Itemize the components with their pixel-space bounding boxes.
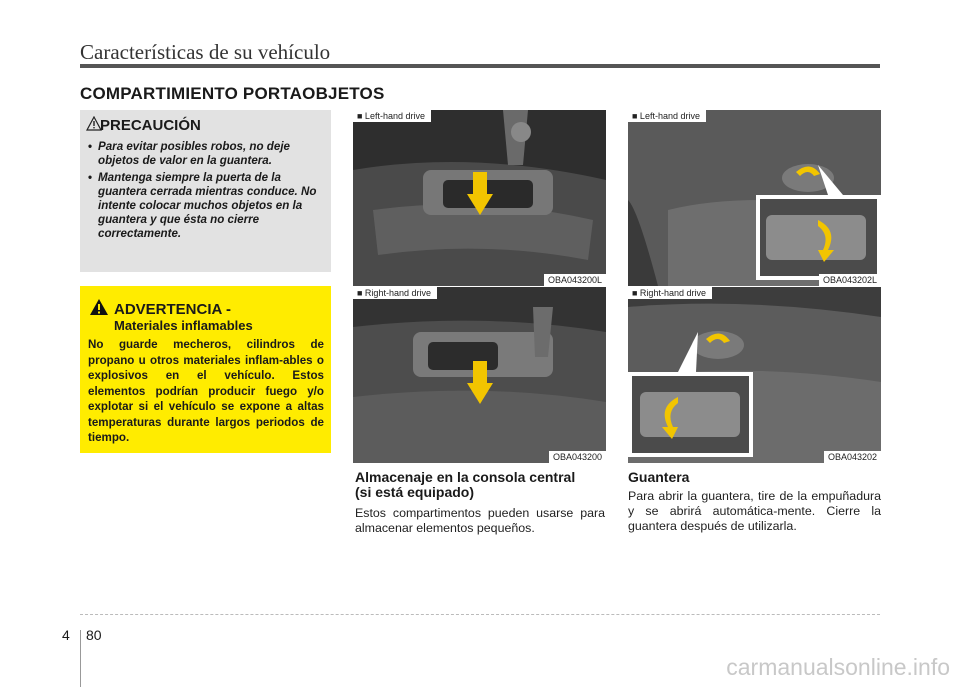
warning-heading: ADVERTENCIA -: [114, 301, 231, 318]
figure-console-right-hand-drive: [353, 287, 606, 463]
console-illustration: [353, 110, 606, 286]
console-title-line1: Almacenaje en la consola central: [355, 469, 576, 485]
console-title-line2: (si está equipado): [355, 484, 475, 500]
warning-triangle-icon: [89, 298, 109, 316]
glovebox-title: Guantera: [628, 469, 690, 485]
console-illustration: [353, 287, 606, 463]
warning-text: No guarde mecheros, cilindros de propano u otros materiales inflam-ables o explosivos en el vehículo. Estos elementos podrían producir fuego y/o explotar si el vehículo se expone a altas temperaturas durante largos periodos de tiempo.: [88, 338, 324, 444]
figure-code: OBA043202L: [819, 274, 881, 286]
figure-console-left-hand-drive: [353, 110, 606, 286]
glovebox-illustration: [628, 287, 881, 463]
figure-glovebox-left-hand-drive: [628, 110, 881, 286]
glovebox-illustration: [628, 110, 881, 286]
figure-glovebox-right-hand-drive: [628, 287, 881, 463]
caution-item: • Mantenga siempre la puerta de la guantera cerrada mientras conduce. No intente colocar muchos objetos en la guantera y que ésta no cierre correctamente.: [86, 171, 326, 241]
warning-subheading: Materiales inflamables: [114, 318, 253, 333]
footer-rule: [80, 614, 880, 615]
watermark: carmanualsonline.info: [726, 654, 950, 680]
figure-label: ■ Left-hand drive: [353, 110, 431, 122]
caution-heading: PRECAUCIÓN: [100, 117, 201, 134]
glovebox-text: Para abrir la guantera, tire de la empuñadura y se abrirá automática-mente. Cierre la guantera después de utilizarla.: [628, 489, 881, 533]
page-header-title: Características de su vehículo: [80, 40, 331, 64]
caution-list: [86, 140, 326, 244]
chapter-number: 4: [62, 627, 70, 643]
footer-divider: [80, 630, 81, 687]
figure-label: ■ Right-hand drive: [353, 287, 437, 299]
console-title: [355, 470, 605, 500]
section-title: COMPARTIMIENTO PORTAOBJETOS: [80, 84, 385, 103]
figure-label: ■ Left-hand drive: [628, 110, 706, 122]
page-number: 80: [86, 627, 102, 643]
figure-label: ■ Right-hand drive: [628, 287, 712, 299]
figure-code: OBA043202: [824, 451, 881, 463]
header-rule: [80, 64, 880, 68]
figure-code: OBA043200L: [544, 274, 606, 286]
console-text: Estos compartimentos pueden usarse para almacenar elementos pequeños.: [355, 506, 605, 535]
caution-item: • Para evitar posibles robos, no deje objetos de valor en la guantera.: [86, 140, 326, 168]
figure-code: OBA043200: [549, 451, 606, 463]
